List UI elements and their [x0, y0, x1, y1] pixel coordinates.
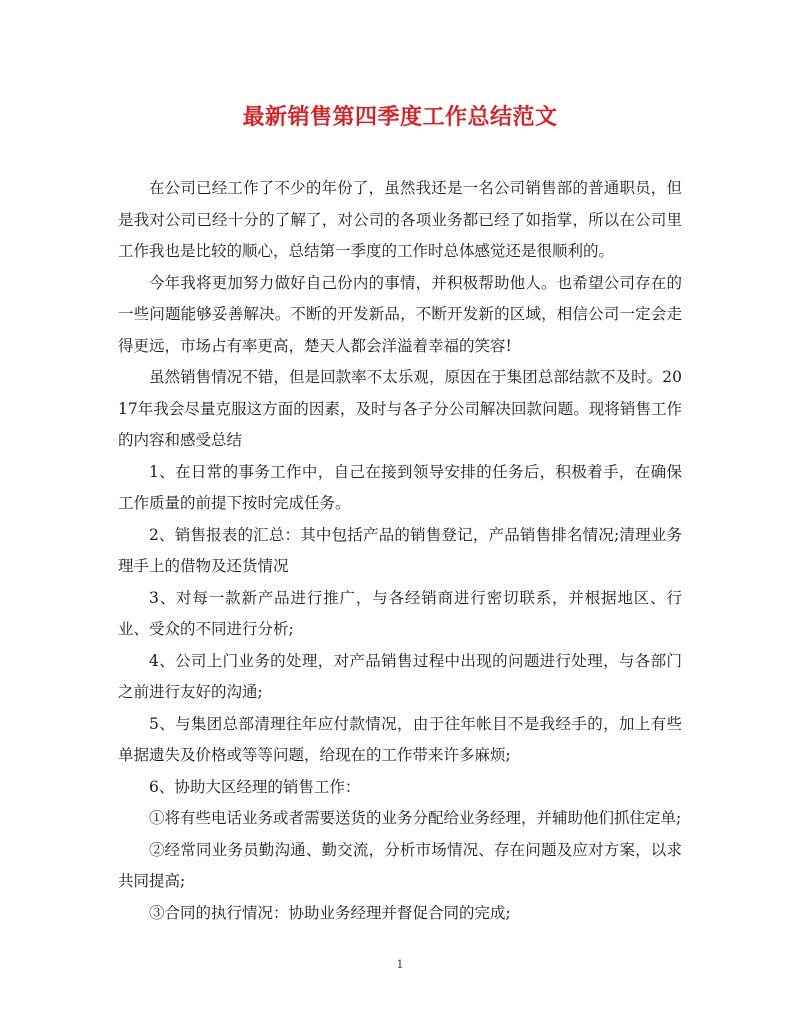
list-item-4: 4、公司上门业务的处理，对产品销售过程中出现的问题进行处理，与各部门之前进行友好的沟通; [118, 651, 682, 701]
document-body [118, 173, 682, 929]
list-item-6: 6、协助大区经理的销售工作： [149, 777, 361, 796]
list-item-5: 5、与集团总部清理往年应付款情况，由于往年帐目不是我经手的，加上有些单据遗失及价格或等等问题，给现在的工作带来许多麻烦; [118, 714, 682, 764]
paragraph-2: 今年我将更加努力做好自己份内的事情，并积极帮助他人。也希望公司存在的一些问题能够妥善解决。不断的开发新品，不断开发新的区域，相信公司一定会走得更远，市场占有率更高，楚天人都会洋溢着幸福的笑容! [118, 273, 682, 355]
page-number: 1 [396, 958, 404, 971]
sub-item-1: ①将有些电话业务或者需要送货的业务分配给业务经理，并辅助他们抓住定单; [149, 809, 682, 827]
list-item-1: 1、在日常的事务工作中，自己在接到领导安排的任务后，积极着手，在确保工作质量的前提下按时完成任务。 [118, 462, 682, 512]
document-title: 最新销售第四季度工作总结范文 [242, 104, 558, 130]
sub-item-3: ③合同的执行情况：协助业务经理并督促合同的完成; [149, 903, 511, 922]
paragraph-3: 虽然销售情况不错，但是回款率不太乐观，原因在于集团总部结款不及时。2017年我会尽量克服这方面的因素，及时与各子分公司解决回款问题。现将销售工作的内容和感受总结 [118, 368, 682, 449]
list-item-2: 2、销售报表的汇总：其中包括产品的销售登记，产品销售排名情况;清理业务理手上的借物及还货情况 [118, 525, 682, 575]
sub-item-2: ②经常同业务员勤沟通、勤交流，分析市场情况、存在问题及应对方案，以求共同提高; [118, 840, 682, 890]
paragraph-1: 在公司已经工作了不少的年份了，虽然我还是一名公司销售部的普通职员，但是我对公司已经十分的了解了，对公司的各项业务都已经了如指掌，所以在公司里工作我也是比较的顺心，总结第一季度的工作时总体感觉还是很顺利的。 [118, 179, 682, 260]
list-item-3: 3、对每一款新产品进行推广，与各经销商进行密切联系，并根据地区、行业、受众的不同进行分析; [118, 588, 682, 638]
